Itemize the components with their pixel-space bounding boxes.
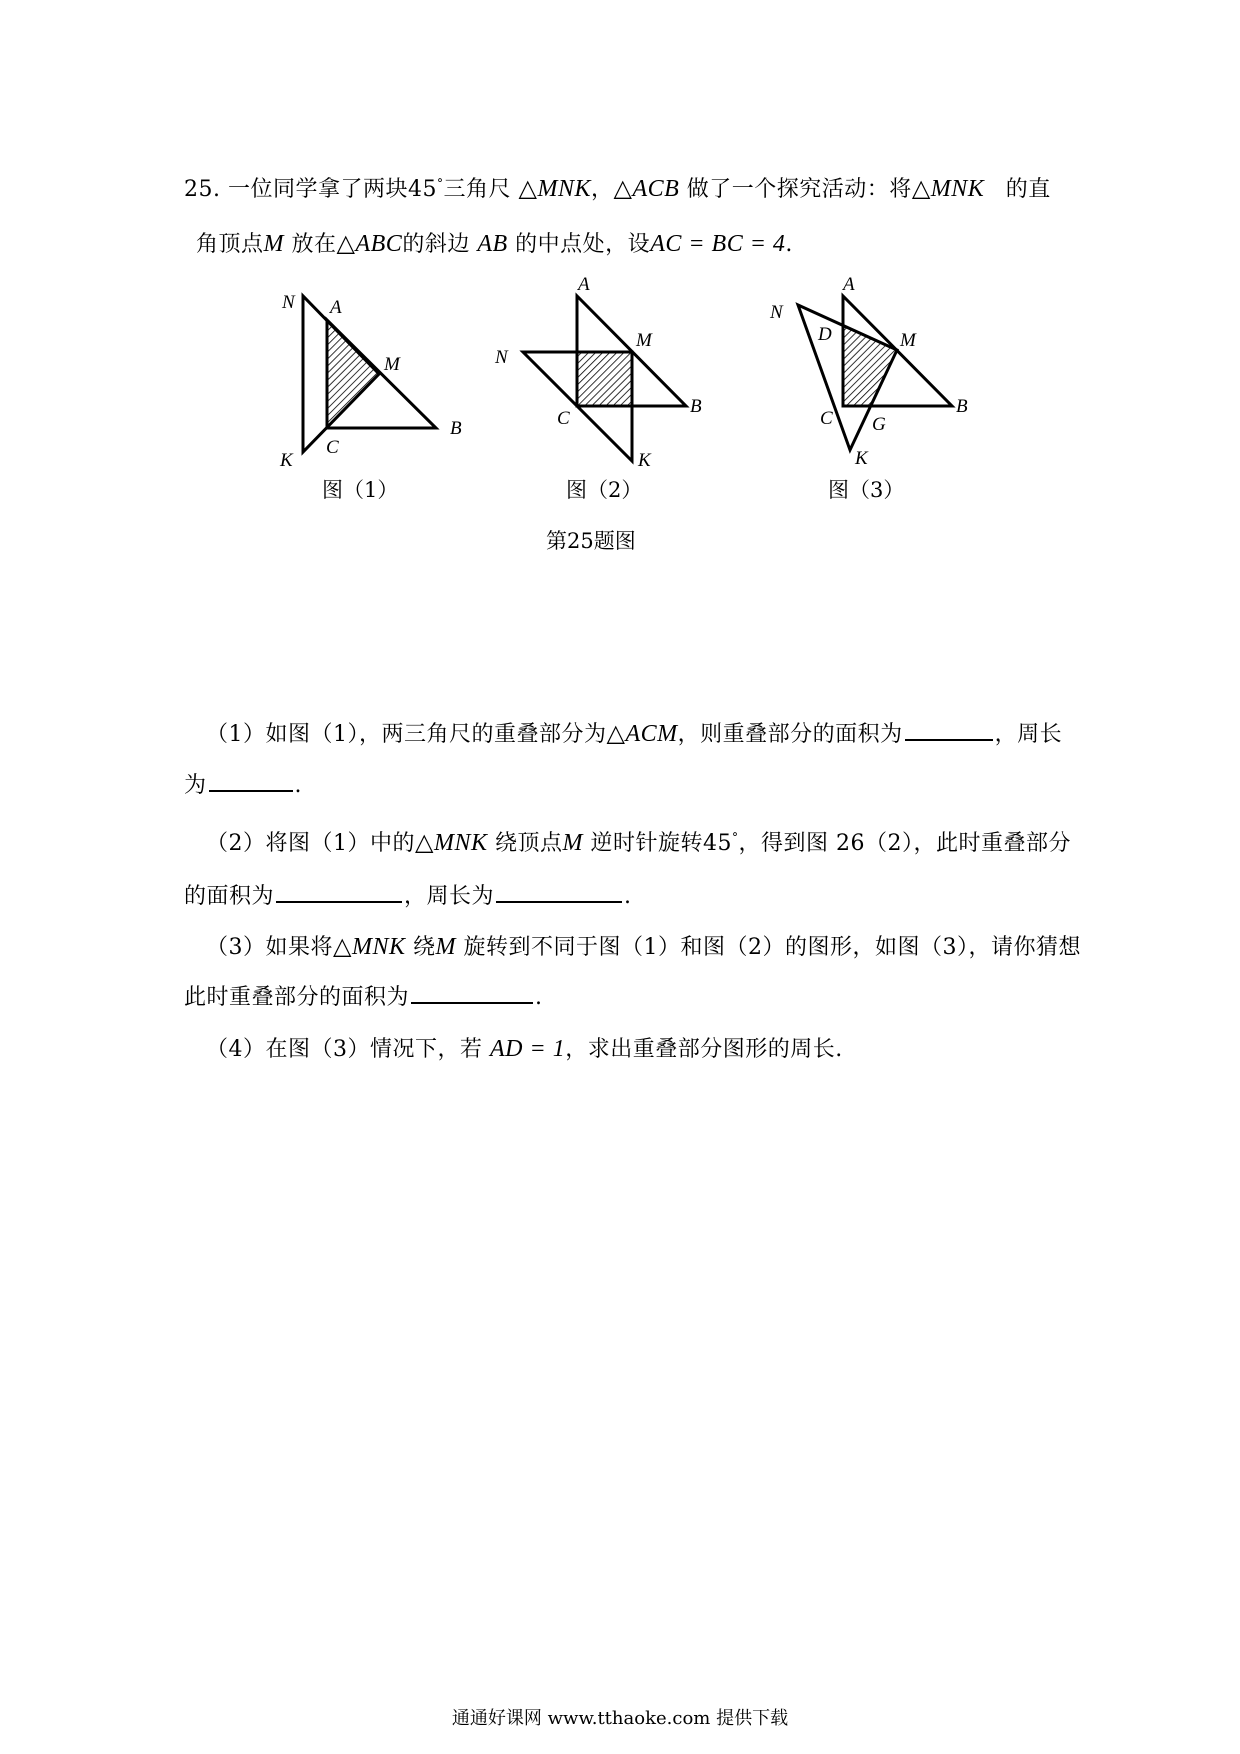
text: 一位同学拿了两块45 bbox=[228, 177, 437, 202]
text: ，求出重叠部分图形的周长. bbox=[565, 1037, 843, 1062]
vertex-m: M bbox=[435, 934, 456, 960]
label-a-2: A bbox=[578, 274, 590, 295]
text: 绕顶点 bbox=[494, 831, 563, 856]
text: ，周长 bbox=[994, 722, 1063, 747]
label-m-1: M bbox=[384, 354, 400, 375]
label-n-1: N bbox=[282, 292, 295, 313]
text: （1）如图（1），两三角尺的重叠部分为 bbox=[206, 722, 607, 747]
text: ，周长为 bbox=[404, 884, 495, 909]
label-k-1: K bbox=[280, 450, 293, 471]
text: ， bbox=[590, 177, 614, 202]
part-4-line-1 bbox=[206, 1032, 843, 1063]
text: . bbox=[535, 985, 543, 1010]
figure-3-caption: 图（3） bbox=[828, 478, 905, 502]
label-b-1: B bbox=[450, 418, 462, 439]
part-2-line-1 bbox=[206, 826, 1071, 857]
degree-symbol: ° bbox=[437, 176, 444, 191]
triangle-acb: △ACB bbox=[613, 176, 680, 202]
triangle-mnk: △MNK bbox=[518, 176, 591, 202]
figures bbox=[0, 0, 1240, 520]
text: 为 bbox=[184, 773, 207, 798]
answer-blank-area-2[interactable] bbox=[276, 900, 402, 903]
answer-blank-area-1[interactable] bbox=[905, 738, 993, 741]
label-d-3: D bbox=[818, 324, 832, 345]
vertex-m: M bbox=[263, 231, 285, 257]
text: 绕 bbox=[412, 935, 436, 960]
triangle-abc: △ABC bbox=[336, 231, 403, 257]
answer-blank-perimeter-2[interactable] bbox=[496, 900, 622, 903]
label-c-3: C bbox=[820, 408, 833, 429]
label-a-1: A bbox=[330, 297, 342, 318]
part-3-line-1 bbox=[206, 930, 1081, 961]
figure-1-caption: 图（1） bbox=[322, 478, 399, 502]
triangle-mnk: △MNK bbox=[415, 830, 488, 856]
text: 逆时针旋转45 bbox=[590, 831, 732, 856]
figure-2 bbox=[523, 296, 686, 461]
text: 三角尺 bbox=[443, 177, 512, 202]
vertex-m: M bbox=[562, 830, 583, 856]
text: 做了一个探究活动：将 bbox=[686, 177, 912, 202]
figure-2-caption: 图（2） bbox=[566, 478, 643, 502]
text: 此时重叠部分的面积为 bbox=[184, 985, 410, 1010]
degree-symbol: ° bbox=[731, 830, 739, 845]
text: 的面积为 bbox=[184, 884, 275, 909]
text: 旋转到不同于图（1）和图（2）的图形，如图（3），请你猜想 bbox=[463, 935, 1081, 960]
label-c-2: C bbox=[557, 408, 570, 429]
part-1-line-2 bbox=[184, 768, 302, 799]
part-3-line-2 bbox=[184, 980, 543, 1011]
label-n-2: N bbox=[495, 347, 508, 368]
label-g-3: G bbox=[872, 414, 886, 435]
equation: AC = BC = 4 bbox=[650, 231, 786, 257]
figures-title: 第25题图 bbox=[546, 529, 636, 553]
question-number: 25. bbox=[184, 177, 221, 202]
text: （2）将图（1）中的 bbox=[206, 831, 415, 856]
label-m-2: M bbox=[636, 330, 652, 351]
text: . bbox=[624, 884, 632, 909]
text: . bbox=[294, 773, 303, 798]
overlap-square-2 bbox=[577, 352, 632, 406]
answer-blank-area-3[interactable] bbox=[411, 1001, 533, 1004]
label-k-3: K bbox=[855, 448, 868, 469]
part-2-line-2 bbox=[184, 879, 632, 910]
triangle-mnk: △MNK bbox=[333, 934, 406, 960]
text: （3）如果将 bbox=[206, 935, 333, 960]
label-a-3: A bbox=[843, 274, 855, 295]
text: 角顶点 bbox=[196, 232, 264, 257]
label-b-3: B bbox=[956, 396, 968, 417]
text: . bbox=[785, 232, 793, 257]
text: 的斜边 bbox=[402, 232, 470, 257]
label-k-2: K bbox=[638, 450, 651, 471]
text: 放在 bbox=[291, 232, 337, 257]
figure-1 bbox=[303, 296, 436, 452]
text: 的中点处，设 bbox=[515, 232, 651, 257]
text: ，得到图 26（2），此时重叠部分 bbox=[738, 831, 1071, 856]
overlap-region-1 bbox=[327, 320, 379, 428]
footer: 通通好课网 www.tthaoke.com 提供下载 bbox=[451, 1708, 789, 1729]
segment-ab: AB bbox=[477, 231, 508, 257]
label-m-3: M bbox=[900, 330, 916, 351]
triangle-mnk: △MNK bbox=[911, 176, 985, 202]
answer-blank-perimeter-1[interactable] bbox=[209, 789, 293, 792]
text: ，则重叠部分的面积为 bbox=[677, 722, 903, 747]
label-n-3: N bbox=[770, 302, 783, 323]
text: 的直 bbox=[1005, 177, 1051, 202]
label-c-1: C bbox=[326, 437, 339, 458]
triangle-acm: △ACM bbox=[606, 721, 678, 747]
equation-ad: AD = 1 bbox=[490, 1036, 566, 1062]
label-b-2: B bbox=[690, 396, 702, 417]
part-1-line-1 bbox=[206, 717, 1062, 748]
text: （4）在图（3）情况下，若 bbox=[206, 1037, 483, 1062]
